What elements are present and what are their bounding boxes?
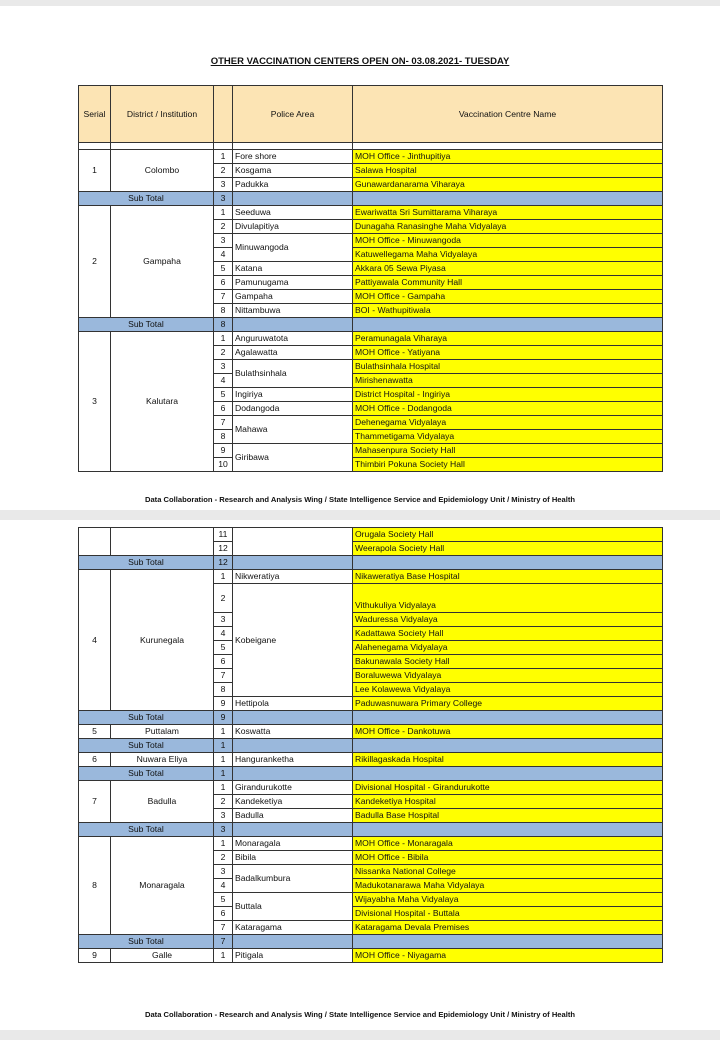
table-row xyxy=(79,150,663,164)
subtotal-label: Sub Total xyxy=(79,556,214,570)
row-number: 2 xyxy=(214,220,233,234)
row-number: 7 xyxy=(214,416,233,430)
police-area-cell: Fore shore xyxy=(233,150,353,164)
header-blank xyxy=(214,86,233,143)
serial-cell: 5 xyxy=(79,725,111,739)
row-number: 2 xyxy=(214,164,233,178)
centre-name-cell: Kataragama Devala Premises xyxy=(353,921,663,935)
row-number: 2 xyxy=(214,851,233,865)
serial-cell: 4 xyxy=(79,570,111,711)
serial-cell: 1 xyxy=(79,150,111,192)
centre-name-cell: Rikillagaskada Hospital xyxy=(353,753,663,767)
police-area-cell: Dodangoda xyxy=(233,402,353,416)
row-number: 6 xyxy=(214,402,233,416)
row-number: 4 xyxy=(214,248,233,262)
subtotal-label: Sub Total xyxy=(79,935,214,949)
police-area-cell: Hanguranketha xyxy=(233,753,353,767)
page-title: OTHER VACCINATION CENTERS OPEN ON- 03.08.2021- TUESDAY xyxy=(210,56,510,67)
centre-name-cell: Madukotanarawa Maha Vidyalaya xyxy=(353,879,663,893)
district-cell: Colombo xyxy=(111,150,214,192)
table-row xyxy=(79,753,663,767)
centre-name-cell: Thammetigama Vidyalaya xyxy=(353,430,663,444)
police-area-cell: Ingiriya xyxy=(233,388,353,402)
district-cell: Puttalam xyxy=(111,725,214,739)
police-area-cell: Badalkumbura xyxy=(233,865,353,893)
header-serial: Serial xyxy=(79,86,111,143)
row-number: 4 xyxy=(214,879,233,893)
subtotal-value: 1 xyxy=(214,739,233,753)
subtotal-value: 3 xyxy=(214,192,233,206)
centre-name-cell: Vithukuliya Vidyalaya xyxy=(353,584,663,613)
row-number: 3 xyxy=(214,360,233,374)
centre-name-cell: Waduressa Vidyalaya xyxy=(353,613,663,627)
row-number: 9 xyxy=(214,697,233,711)
centre-name-cell: Orugala Society Hall xyxy=(353,528,663,542)
police-area-cell: Kosgama xyxy=(233,164,353,178)
table-row xyxy=(79,725,663,739)
subtotal-value: 12 xyxy=(214,556,233,570)
subtotal-row xyxy=(79,739,663,753)
police-area-cell: Nittambuwa xyxy=(233,304,353,318)
header-district: District / Institution xyxy=(111,86,214,143)
centre-name-cell: Dunagaha Ranasinghe Maha Vidyalaya xyxy=(353,220,663,234)
police-area-cell: Pitigala xyxy=(233,949,353,963)
subtotal-value: 8 xyxy=(214,318,233,332)
centre-name-cell: MOH Office - Niyagama xyxy=(353,949,663,963)
centre-name-cell: Bakunawala Society Hall xyxy=(353,655,663,669)
police-area-cell: Minuwangoda xyxy=(233,234,353,262)
centre-name-cell: District Hospital - Ingiriya xyxy=(353,388,663,402)
district-cell: Kalutara xyxy=(111,332,214,472)
police-area-cell: Bulathsinhala xyxy=(233,360,353,388)
row-number: 8 xyxy=(214,304,233,318)
table-row xyxy=(79,206,663,220)
centre-name-cell: Mirishenawatta xyxy=(353,374,663,388)
row-number: 8 xyxy=(214,683,233,697)
centre-name-cell: Alahenegama Vidyalaya xyxy=(353,641,663,655)
row-number: 1 xyxy=(214,206,233,220)
table-row xyxy=(79,570,663,584)
centre-name-cell: Lee Kolawewa Vidyalaya xyxy=(353,683,663,697)
centre-name-cell: Peramunagala Viharaya xyxy=(353,332,663,346)
centre-name-cell: Salawa Hospital xyxy=(353,164,663,178)
centre-name-cell: Akkara 05 Sewa Piyasa xyxy=(353,262,663,276)
row-number: 1 xyxy=(214,570,233,584)
table-row xyxy=(79,781,663,795)
table-row xyxy=(79,332,663,346)
table-header-row xyxy=(79,86,663,143)
subtotal-label: Sub Total xyxy=(79,192,214,206)
subtotal-row xyxy=(79,935,663,949)
police-area-cell: Anguruwatota xyxy=(233,332,353,346)
table-row xyxy=(79,837,663,851)
district-cell: Galle xyxy=(111,949,214,963)
serial-cell: 9 xyxy=(79,949,111,963)
centre-name-cell: Paduwasnuwara Primary College xyxy=(353,697,663,711)
row-number: 7 xyxy=(214,290,233,304)
row-number: 4 xyxy=(214,374,233,388)
police-area-cell: Seeduwa xyxy=(233,206,353,220)
centre-name-cell: MOH Office - Gampaha xyxy=(353,290,663,304)
row-number: 7 xyxy=(214,921,233,935)
centre-name-cell: MOH Office - Bibila xyxy=(353,851,663,865)
subtotal-row xyxy=(79,767,663,781)
document-page-2 xyxy=(0,520,720,1030)
row-number: 2 xyxy=(214,346,233,360)
row-number: 1 xyxy=(214,837,233,851)
police-area-cell: Bibila xyxy=(233,851,353,865)
centre-name-cell: MOH Office - Jinthupitiya xyxy=(353,150,663,164)
row-number: 8 xyxy=(214,430,233,444)
row-number: 5 xyxy=(214,641,233,655)
police-area-cell: Koswatta xyxy=(233,725,353,739)
row-number: 2 xyxy=(214,584,233,613)
row-number: 3 xyxy=(214,613,233,627)
centre-name-cell: Bulathsinhala Hospital xyxy=(353,360,663,374)
subtotal-label: Sub Total xyxy=(79,823,214,837)
row-number: 5 xyxy=(214,388,233,402)
police-area-cell: Giribawa xyxy=(233,444,353,472)
district-cell: Nuwara Eliya xyxy=(111,753,214,767)
serial-cell: 2 xyxy=(79,206,111,318)
police-area-cell: Hettipola xyxy=(233,697,353,711)
row-number: 3 xyxy=(214,178,233,192)
subtotal-row xyxy=(79,711,663,725)
row-number: 9 xyxy=(214,444,233,458)
subtotal-row xyxy=(79,318,663,332)
police-area-cell: Mahawa xyxy=(233,416,353,444)
row-number: 10 xyxy=(214,458,233,472)
centre-name-cell: Weerapola Society Hall xyxy=(353,542,663,556)
centre-name-cell: MOH Office - Dodangoda xyxy=(353,402,663,416)
centre-name-cell: Katuwellegama Maha Vidyalaya xyxy=(353,248,663,262)
row-number: 1 xyxy=(214,332,233,346)
row-number: 1 xyxy=(214,150,233,164)
subtotal-label: Sub Total xyxy=(79,711,214,725)
centre-name-cell: Ewariwatta Sri Sumittarama Viharaya xyxy=(353,206,663,220)
row-number: 5 xyxy=(214,262,233,276)
row-number: 7 xyxy=(214,669,233,683)
subtotal-label: Sub Total xyxy=(79,318,214,332)
centre-name-cell: Badulla Base Hospital xyxy=(353,809,663,823)
police-area-cell: Badulla xyxy=(233,809,353,823)
subtotal-value: 1 xyxy=(214,767,233,781)
page-footer: Data Collaboration - Research and Analysis Wing / State Intelligence Service and Epidemiology Unit / Ministry of Health xyxy=(144,495,576,504)
police-area-cell: Kandeketiya xyxy=(233,795,353,809)
police-area-cell: Agalawatta xyxy=(233,346,353,360)
row-number: 3 xyxy=(214,234,233,248)
subtotal-value: 7 xyxy=(214,935,233,949)
police-area-cell: Padukka xyxy=(233,178,353,192)
serial-cell: 6 xyxy=(79,753,111,767)
centre-name-cell: Divisional Hospital - Buttala xyxy=(353,907,663,921)
header-centre-name: Vaccination Centre Name xyxy=(353,86,663,143)
district-cell: Gampaha xyxy=(111,206,214,318)
centre-name-cell: Pattiyawala Community Hall xyxy=(353,276,663,290)
subtotal-value: 3 xyxy=(214,823,233,837)
vaccination-table-part-1 xyxy=(78,85,663,472)
document-page-1 xyxy=(0,6,720,510)
centre-name-cell: Kadattawa Society Hall xyxy=(353,627,663,641)
row-number: 2 xyxy=(214,795,233,809)
district-cell: Badulla xyxy=(111,781,214,823)
vaccination-table-part-2 xyxy=(78,527,663,963)
row-number: 1 xyxy=(214,753,233,767)
centre-name-cell: Nissanka National College xyxy=(353,865,663,879)
subtotal-row xyxy=(79,192,663,206)
subtotal-label: Sub Total xyxy=(79,767,214,781)
row-number: 6 xyxy=(214,655,233,669)
police-area-cell: Kataragama xyxy=(233,921,353,935)
table-row xyxy=(79,528,663,542)
row-number: 11 xyxy=(214,528,233,542)
row-number: 3 xyxy=(214,865,233,879)
row-number: 12 xyxy=(214,542,233,556)
row-number: 1 xyxy=(214,781,233,795)
row-number: 1 xyxy=(214,725,233,739)
centre-name-cell: Kandeketiya Hospital xyxy=(353,795,663,809)
serial-cell: 3 xyxy=(79,332,111,472)
centre-name-cell: Divisional Hospital - Girandurukotte xyxy=(353,781,663,795)
centre-name-cell: Boraluwewa Vidyalaya xyxy=(353,669,663,683)
centre-name-cell: Dehenegama Vidyalaya xyxy=(353,416,663,430)
row-number: 4 xyxy=(214,627,233,641)
subtotal-label: Sub Total xyxy=(79,739,214,753)
police-area-cell: Gampaha xyxy=(233,290,353,304)
spacer-row xyxy=(79,143,663,150)
district-cell: Monaragala xyxy=(111,837,214,935)
police-area-cell: Girandurukotte xyxy=(233,781,353,795)
subtotal-row xyxy=(79,823,663,837)
page-footer: Data Collaboration - Research and Analysis Wing / State Intelligence Service and Epidemiology Unit / Ministry of Health xyxy=(144,1010,576,1019)
subtotal-row xyxy=(79,556,663,570)
serial-cell: 8 xyxy=(79,837,111,935)
centre-name-cell: Gunawardanarama Viharaya xyxy=(353,178,663,192)
police-area-cell: Nikweratiya xyxy=(233,570,353,584)
centre-name-cell: MOH Office - Monaragala xyxy=(353,837,663,851)
centre-name-cell: Wijayabha Maha Vidyalaya xyxy=(353,893,663,907)
centre-name-cell: Mahasenpura Society Hall xyxy=(353,444,663,458)
police-area-cell: Monaragala xyxy=(233,837,353,851)
row-number: 1 xyxy=(214,949,233,963)
centre-name-cell: Thimbiri Pokuna Society Hall xyxy=(353,458,663,472)
centre-name-cell: BOI - Wathupitiwala xyxy=(353,304,663,318)
row-number: 3 xyxy=(214,809,233,823)
table-row xyxy=(79,949,663,963)
police-area-cell: Kobeigane xyxy=(233,584,353,697)
centre-name-cell: Nikaweratiya Base Hospital xyxy=(353,570,663,584)
centre-name-cell: MOH Office - Yatiyana xyxy=(353,346,663,360)
police-area-cell: Pamunugama xyxy=(233,276,353,290)
police-area-cell: Katana xyxy=(233,262,353,276)
centre-name-cell: MOH Office - Minuwangoda xyxy=(353,234,663,248)
district-cell: Kurunegala xyxy=(111,570,214,711)
centre-name-cell: MOH Office - Dankotuwa xyxy=(353,725,663,739)
header-police-area: Police Area xyxy=(233,86,353,143)
row-number: 5 xyxy=(214,893,233,907)
police-area-cell: Buttala xyxy=(233,893,353,921)
serial-cell: 7 xyxy=(79,781,111,823)
police-area-cell: Divulapitiya xyxy=(233,220,353,234)
row-number: 6 xyxy=(214,907,233,921)
row-number: 6 xyxy=(214,276,233,290)
subtotal-value: 9 xyxy=(214,711,233,725)
